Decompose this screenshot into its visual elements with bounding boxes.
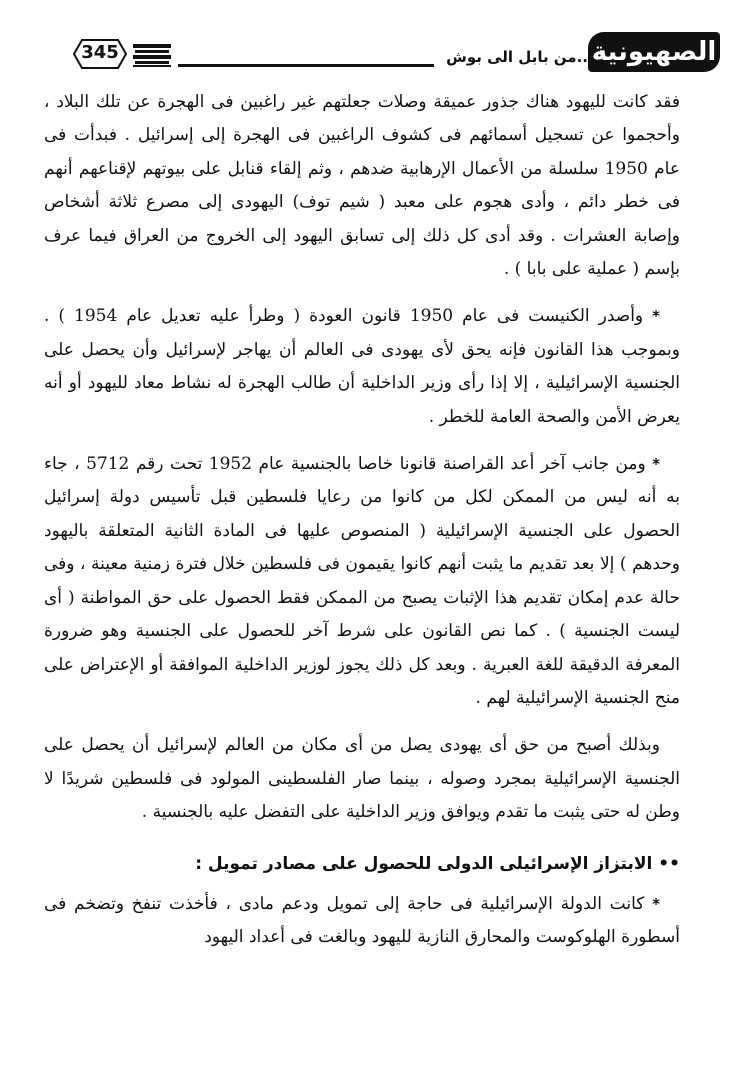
header-subtitle: ..من بابل الى بوش bbox=[446, 48, 588, 66]
paragraph-text: وبذلك أصبح من حق أى يهودى يصل من أى مكان من العالم لإسرائيل أن يحصل على الجنسية الإسرائيلية بمجرد وصوله ، بينما صار الفلسطينى المولود فى فلسطين شريدًا لا وطن له حتى يثبت ما تقدم ويوافق وزير الداخلية على التفضل عليه بالجنسية . bbox=[44, 735, 680, 823]
paragraph-text: فقد كانت لليهود هناك جذور عميقة وصلات جعلتهم غير راغبين فى الهجرة عن تلك البلاد ، وأحجموا عن تسجيل أسمائهم فى كشوف الراغبين فى الهجرة إلى إسرائيل . فبدأت فى عام 1950 سلسلة من الأعمال الإرهابية ضدهم ، وثم إلقاء قنابل على بيوتهم لإقناعهم أنهم فى خطر دائم ، وأدى هجوم على معبد ( شيم توف) اليهودى إلى مصرع ثلاثة أشخاص وإصابة العشرات . وقد أدى كل ذلك إلى تسابق اليهود إلى الخروج من العراق فيما عرف بإسم ( عملية على بابا ) . bbox=[44, 92, 680, 280]
header-rule bbox=[178, 64, 434, 67]
book-stack-icon bbox=[132, 42, 172, 68]
paragraph-3 bbox=[44, 448, 680, 715]
section-heading-text: الابتزاز الإسرائيلى الدولى للحصول على مصادر تمويل : bbox=[195, 853, 653, 874]
paragraph-5 bbox=[44, 888, 680, 955]
page-body bbox=[44, 86, 680, 968]
paragraph-4 bbox=[44, 729, 680, 829]
paragraph-text: وأصدر الكنيست فى عام 1950 قانون العودة ( وطرأ عليه تعديل عام 1954 ) . وبموجب هذا القانون فإنه يحق لأى يهودى فى العالم أن يهاجر لإسرائيل وأن يحصل على الجنسية الإسرائيلية ، إلا إذا رأى وزير الداخلية أن طالب الهجرة له نشاط معاد لليهود أو أنه يعرض الأمن والصحة العامة للخطر . bbox=[44, 306, 680, 427]
header-title: الصهيونية bbox=[588, 32, 720, 72]
paragraph-text: كانت الدولة الإسرائيلية فى حاجة إلى تمويل ودعم مادى ، فأخذت تنفخ وتضخم فى أسطورة الهلوكوست والمحارق النازية لليهود وبالغت فى أعداد اليهود bbox=[44, 893, 680, 947]
page-number: 345 bbox=[81, 42, 119, 63]
paragraph-text: ومن جانب آخر أعد القراصنة قانونا خاصا بالجنسية عام 1952 تحت رقم 5712 ، جاء به أنه ليس من الممكن لكل من كانوا من رعايا فلسطين قبل تأسيس دولة إسرائيل الحصول على الجنسية الإسرائيلية ( المنصوص عليها فى المادة الثانية المتعلقة باليهود وحدهم ) إلا بعد تقديم ما يثبت أنهم كانوا يقيمون فى فلسطين خلال فترة زمنية معينة ، وفى حالة عدم إمكان تقديم هذا الإثبات يصبح من الممكن فقط الحصول على حق المواطنة ( أى ليست الجنسية ) . كما نص القانون على شرط آخر للحصول على الجنسية وهو ضرورة المعرفة الدقيقة للغة العبرية . وبعد كل ذلك يجوز لوزير الداخلية الموافقة أو الإعتراض على منح الجنسية الإسرائيلية لهم . bbox=[44, 454, 680, 708]
paragraph-1 bbox=[44, 86, 680, 286]
star-bullet-icon: * bbox=[652, 894, 661, 913]
double-bullet-icon: •• bbox=[658, 853, 680, 874]
star-bullet-icon: * bbox=[652, 455, 661, 474]
paragraph-2 bbox=[44, 300, 680, 434]
section-heading bbox=[44, 844, 680, 884]
star-bullet-icon: * bbox=[652, 307, 661, 326]
page-number-badge bbox=[70, 38, 130, 70]
page-header bbox=[40, 30, 720, 82]
